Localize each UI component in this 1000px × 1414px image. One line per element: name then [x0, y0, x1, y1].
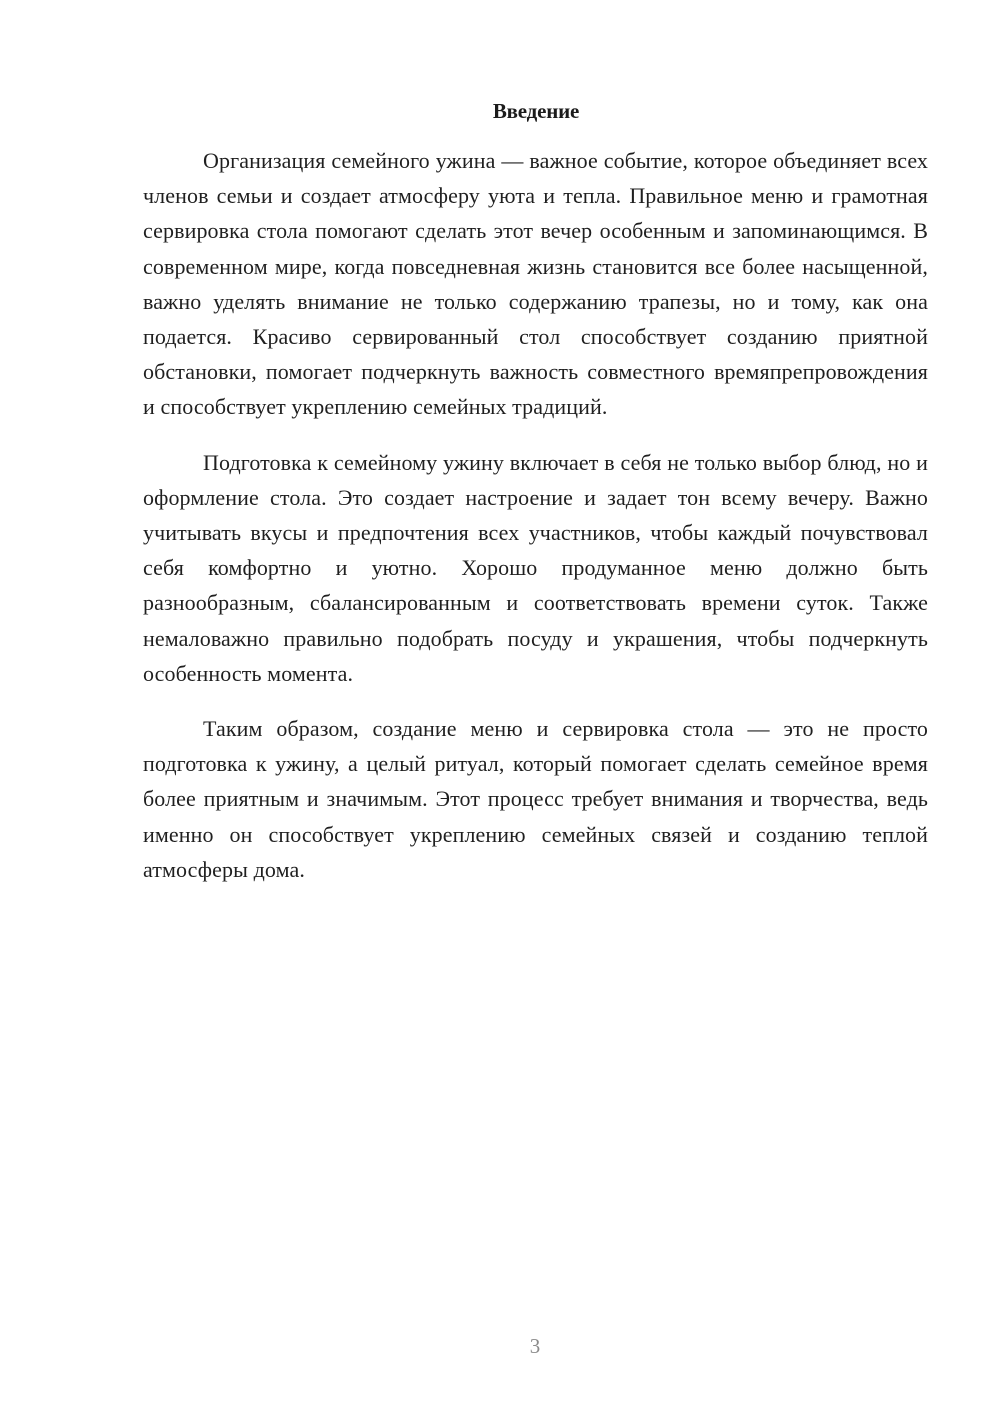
paragraph-1: Организация семейного ужина — важное событие, которое объединяет всех членов семьи и создает атмосферу уюта и тепла. Правильное меню и грамотная сервировка стола помогают сделать этот вечер особенным и запоминающимся. В современном мире, когда повседневная жизнь становится все более насыщенной, важно уделять внимание не только содержанию трапезы, но и тому, как она подается. Красиво сервированный стол способствует созданию приятной обстановки, помогает подчеркнуть важность совместного времяпрепровождения и способствует укреплению семейных традиций. — [143, 148, 928, 420]
section-heading: Введение — [492, 99, 580, 123]
page-number: 3 — [529, 1334, 541, 1358]
paragraph-3: Таким образом, создание меню и сервировка стола — это не просто подготовка к ужину, а целый ритуал, который помогает сделать семейное время более приятным и значимым. Этот процесс требует внимания и творчества, ведь именно он способствует укреплению семейных связей и созданию теплой атмосферы дома. — [143, 716, 928, 882]
body-text — [143, 143, 928, 907]
paragraph-2: Подготовка к семейному ужину включает в себя не только выбор блюд, но и оформление стола. Это создает настроение и задает тон всему вечеру. Важно учитывать вкусы и предпочтения всех участников, чтобы каждый почувствовал себя комфортно и уютно. Хорошо продуманное меню должно быть разнообразным, сбалансированным и соответствовать времени суток. Также немаловажно правильно подобрать посуду и украшения, чтобы подчеркнуть особенность момента. — [143, 449, 928, 686]
